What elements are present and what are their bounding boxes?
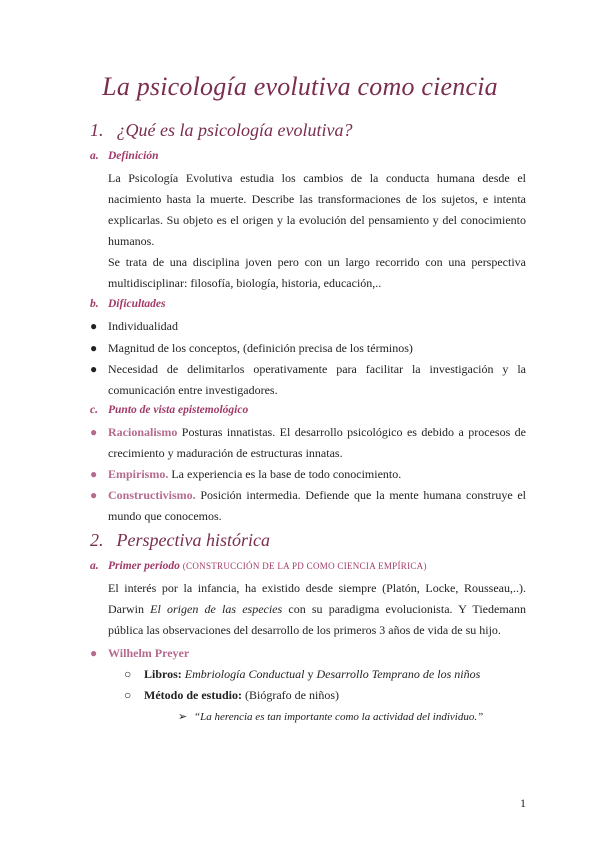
subsection-1c-heading [90,404,248,416]
list-item [90,643,526,664]
subsection-note: (CONSTRUCCIÓN DE LA PD COMO CIENCIA EMPÍRICA) [182,561,427,571]
subsection-letter: c. [90,404,98,416]
subsection-title: Dificultades [108,298,166,310]
list-item-text: Necesidad de delimitarlos operativamente para facilitar la investigación y la comunicación entre investigadores. [108,362,526,397]
sublist-item-libros [124,664,480,685]
libros-label: Libros: [144,667,182,681]
section-1-title: ¿Qué es la psicología evolutiva? [116,120,353,140]
subsection-title: Primer periodo [108,560,180,572]
term-description: Posición intermedia. Defiende que la mente humana construye el mundo que conocemos. [108,488,526,523]
section-1-heading [90,120,352,141]
term-description: La experiencia es la base de todo conocimiento. [168,467,402,481]
history-line-2-start: Darwin [108,602,151,616]
term-racionalismo: Racionalismo [108,425,178,439]
bullet-icon: ● [90,425,98,439]
list-item-text: Magnitud de los conceptos, (definición precisa de los términos) [108,341,413,355]
term-constructivismo: Constructivismo. [108,488,196,502]
history-line-1: El interés por la infancia, ha existido desde siempre (Platón, Locke, Rousseau,..). [108,581,526,595]
section-2-heading [90,530,270,551]
list-item-text [108,422,526,464]
subsection-title: Punto de vista epistemológico [108,404,249,416]
circle-bullet-icon: ○ [124,688,132,702]
list-item-text [108,485,526,527]
bullet-icon: ● [90,362,98,376]
list-item [90,422,526,464]
list-item-text [108,464,526,485]
preyer-quote: “La herencia es tan importante como la actividad del individuo.” [194,711,484,723]
history-line-2-end: con su paradigma evolucionista. Y Tiedemann [282,602,526,616]
subsection-1a-heading [90,150,158,162]
history-paragraph [108,578,526,641]
bullet-icon: ● [90,646,98,660]
list-item-text: Individualidad [108,319,178,333]
section-2-number: 2. [90,530,104,550]
section-1-number: 1. [90,120,104,140]
page-number: 1 [520,796,526,810]
term-empirismo: Empirismo. [108,467,169,481]
definition-paragraph-1: La Psicología Evolutiva estudia los cambios de la conducta humana desde el nacimiento hasta la muerte. Describe las transformaciones de los sujetos, e intenta explicarlas. Su objeto es el origen y la evolución del pensamiento y del conocimiento humanos. [108,171,526,248]
bullet-icon: ● [90,488,98,502]
list-item [90,316,526,337]
term-description: Posturas innatistas. El desarrollo psicológico es debido a procesos de crecimiento y maduración de estructuras innatas. [108,425,526,460]
document-title: La psicología evolutiva como ciencia [102,72,498,101]
subsection-letter: b. [90,298,99,310]
subsection-title: Definición [108,150,159,162]
circle-bullet-icon: ○ [124,667,132,681]
arrow-bullet-icon: ➢ [178,711,188,723]
list-item [90,359,526,401]
sublist-item-metodo [124,685,339,706]
section-2-title: Perspectiva histórica [116,530,270,550]
subsection-2a-heading [90,560,427,572]
history-line-3: pública las observaciones del desarrollo de los primeros 3 años de vida de su hijo. [108,623,501,637]
preyer-name: Wilhelm Preyer [108,646,190,660]
list-item [90,338,526,359]
bullet-icon: ● [90,467,98,481]
subsection-letter: a. [90,150,99,162]
metodo-label: Método de estudio: [144,688,242,702]
libros-conjunction: y [307,667,314,681]
book-desarrollo: Desarrollo Temprano de los niños [316,667,481,681]
bullet-icon: ● [90,341,98,355]
list-item [90,485,526,527]
subsection-1b-heading [90,298,166,310]
subsection-letter: a. [90,560,99,572]
book-embriologia: Embriología Conductual [184,667,305,681]
definition-paragraph-2: Se trata de una disciplina joven pero con un largo recorrido con una perspectiva multidisciplinar: filosofía, biología, historia, educación,.. [108,255,526,290]
list-item [90,464,526,485]
quote-item [178,710,483,723]
metodo-text: (Biógrafo de niños) [245,688,339,702]
book-title-origen: El origen de las especies [150,602,283,616]
bullet-icon: ● [90,319,98,333]
